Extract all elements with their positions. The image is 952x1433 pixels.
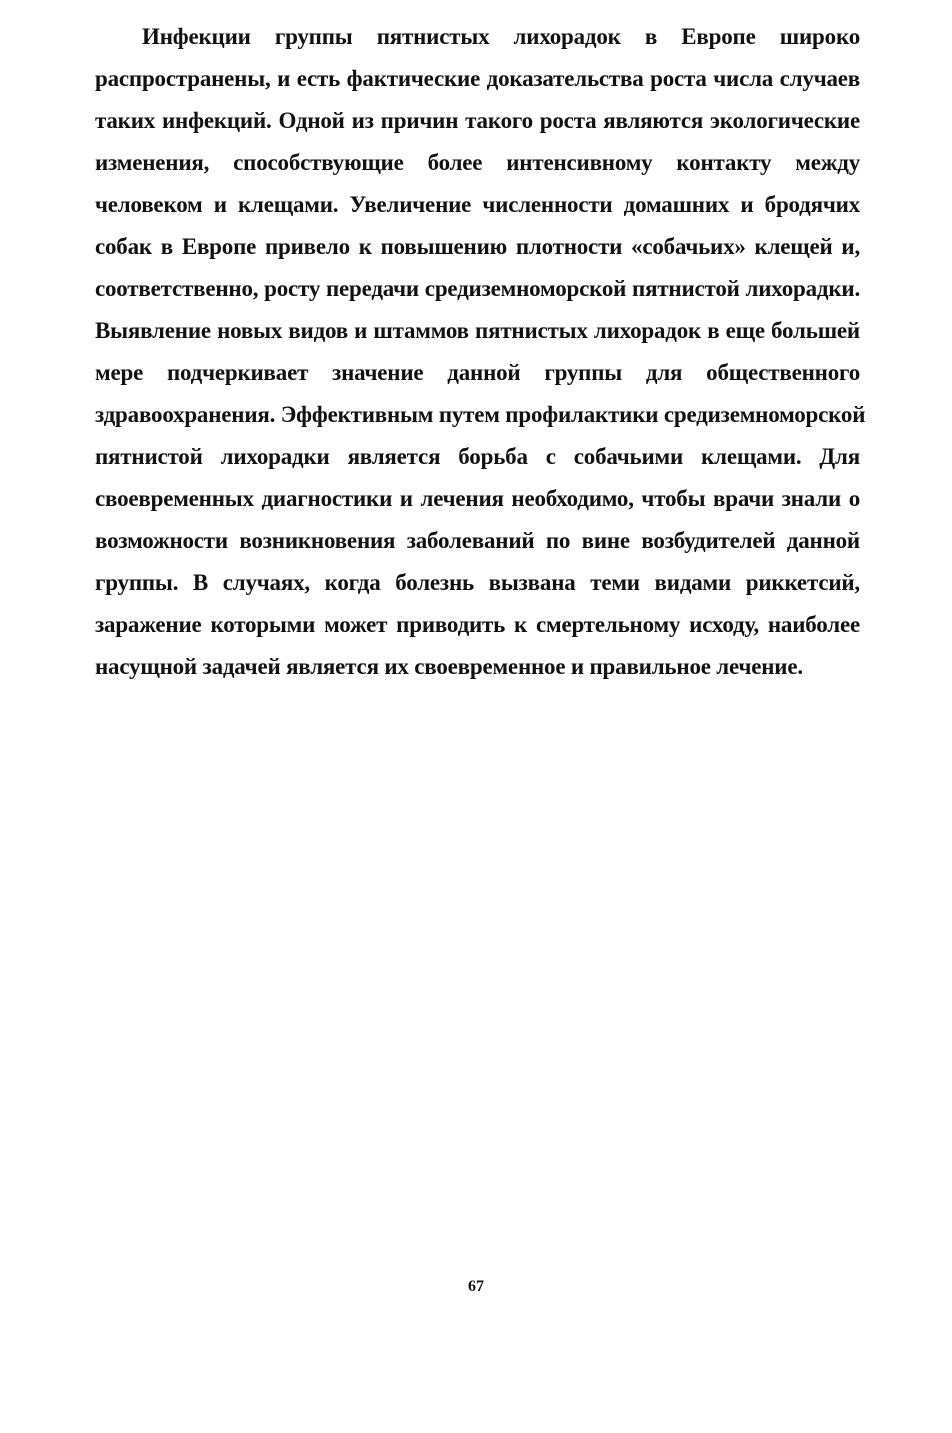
paragraph-line: группы. В случаях, когда болезнь вызвана теми видами риккетсий, [95,570,860,595]
paragraph-line: собак в Европе привело к повышению плотности «собачьих» клещей и, [95,234,860,259]
paragraph-line: возможности возникновения заболеваний по вине возбудителей данной [95,528,860,553]
paragraph-line: насущной задачей является их своевременное и правильное лечение. [95,654,803,679]
paragraph-line: своевременных диагностики и лечения необходимо, чтобы врачи знали о [95,486,860,511]
paragraph-line: соответственно, росту передачи средиземноморской пятнистой лихорадки. [95,276,860,301]
body-paragraph [95,16,866,688]
paragraph-line: распространены, и есть фактические доказательства роста числа случаев [95,66,860,91]
page-number: 67 [468,1278,484,1295]
paragraph-line: Инфекции группы пятнистых лихорадок в Европе широко [142,24,860,49]
paragraph-line: таких инфекций. Одной из причин такого роста являются экологические [95,108,860,133]
paragraph-line: пятнистой лихорадки является борьба с собачьими клещами. Для [95,444,860,469]
paragraph-line: человеком и клещами. Увеличение численности домашних и бродячих [95,192,860,217]
paragraph-line: изменения, способствующие более интенсивному контакту между [95,150,860,175]
paragraph-line: здравоохранения. Эффективным путем профилактики средиземноморской [95,402,866,427]
paragraph-line: заражение которыми может приводить к смертельному исходу, наиболее [95,612,860,637]
paragraph-line: мере подчеркивает значение данной группы для общественного [95,360,860,385]
paragraph-line: Выявление новых видов и штаммов пятнистых лихорадок в еще большей [95,318,860,343]
